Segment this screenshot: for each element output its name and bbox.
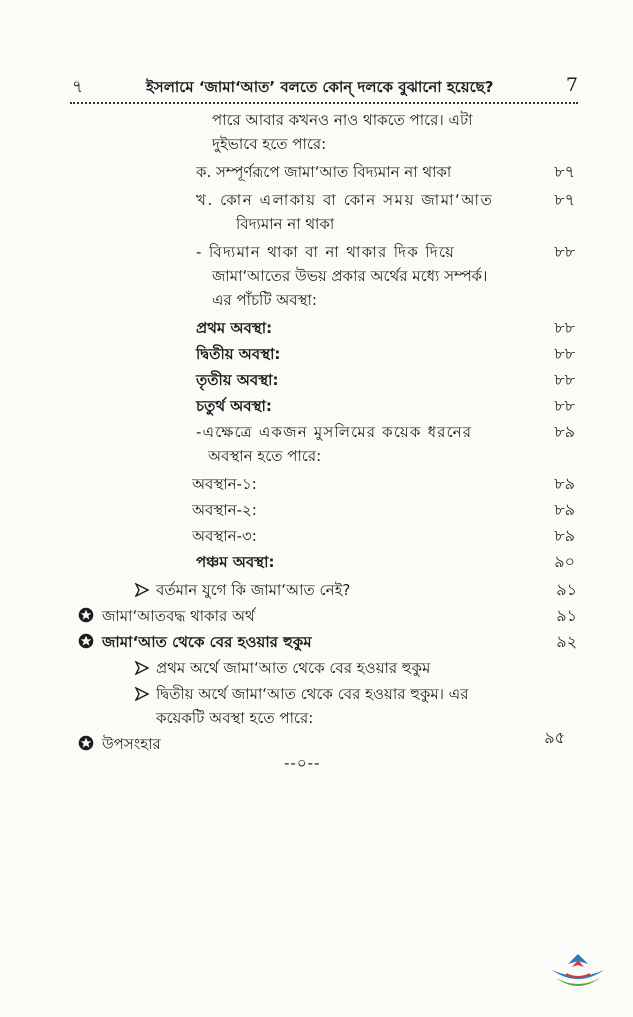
toc-page-number: ৮৮: [554, 344, 575, 363]
toc-entry-label: প্রথম অর্থে জামা‘আত থেকে বের হওয়ার হুকুম: [156, 659, 431, 677]
toc-page-number: ৮৯: [554, 500, 575, 519]
toc-page-number: ৮৯: [554, 422, 575, 441]
toc-page-number: ৯১: [556, 606, 577, 625]
arrow-bullet-icon: [134, 583, 150, 597]
toc-page-number: ৮৭: [554, 162, 575, 181]
toc-entry: অবস্থান-২:: [192, 501, 257, 519]
toc-entry-star: [78, 734, 161, 754]
toc-page-number: ৯৫: [544, 728, 565, 747]
toc-page-number: ৮৭: [554, 190, 575, 209]
star-bullet-icon: [78, 607, 94, 623]
toc-entry: দ্বিতীয় অবস্থা:: [196, 345, 281, 363]
arrow-bullet-icon: [134, 687, 150, 701]
toc-entry-label: দ্বিতীয় অর্থে জামা‘আত থেকে বের হওয়ার হুকুম। এর: [156, 685, 469, 703]
star-bullet-icon: [78, 735, 94, 751]
toc-entry: খ. কোন এলাকায় বা কোন সময় জামা‘আত: [196, 191, 494, 209]
toc-entry-label: বর্তমান যুগে কি জামা‘আত নেই?: [156, 581, 351, 599]
toc-page-number: ৮৮: [554, 396, 575, 415]
page-header: [70, 72, 578, 104]
toc-entry-star: [78, 606, 255, 626]
arrow-bullet-icon: [134, 661, 150, 675]
toc-page-number: ৮৮: [554, 242, 575, 261]
end-mark: --০--: [284, 754, 321, 772]
toc-line: দুইভাবে হতে পারে:: [212, 135, 327, 153]
toc-entry-arrow: [134, 684, 468, 704]
toc-entry-arrow: [134, 658, 430, 678]
toc-page-number: ৯১: [556, 580, 577, 599]
toc-line: কয়েকটি অবস্থা হতে পারে:: [156, 709, 314, 727]
toc-entry-label: উপসংহার: [102, 735, 161, 753]
page-number-latin: 7: [565, 74, 578, 96]
toc-entry-label: জামা‘আত থেকে বের হওয়ার হুকুম: [102, 633, 312, 651]
star-bullet-icon: [78, 633, 94, 649]
toc-page-number: ৮৮: [554, 370, 575, 389]
page-number-bangla: ৭: [72, 77, 84, 97]
toc-entry-star: [78, 632, 312, 652]
toc-entry: চতুর্থ অবস্থা:: [196, 397, 272, 415]
publisher-logo-icon: [548, 952, 608, 994]
toc-line: পারে আবার কখনও নাও থাকতে পারে। এটা: [212, 111, 473, 129]
toc-entry: - বিদ্যমান থাকা বা না থাকার দিক দিয়ে: [196, 243, 456, 261]
toc-entry: অবস্থান-৩:: [192, 527, 257, 545]
toc-entry: তৃতীয় অবস্থা:: [196, 371, 279, 389]
toc-page-number: ৮৮: [554, 318, 575, 337]
toc-entry: ক. সম্পূর্ণরূপে জামা‘আত বিদ্যমান না থাকা: [196, 163, 452, 181]
running-title: ইসলামে ‘জামা‘আত’ বলতে কোন্ দলকে বুঝানো হয়েছে?: [146, 78, 494, 96]
toc-page-number: ৮৯: [554, 526, 575, 545]
toc-page-number: ৯০: [554, 552, 575, 571]
toc-line: জামা‘আতের উভয় প্রকার অর্থের মধ্যে সম্পর্ক।: [212, 267, 488, 285]
toc-entry: অবস্থান-১:: [192, 475, 257, 493]
toc-entry: -এক্ষেত্রে একজন মুসলিমের কয়েক ধরনের: [196, 423, 473, 441]
toc-entry: প্রথম অবস্থা:: [196, 319, 273, 337]
toc-line: এর পাঁচটি অবস্থা:: [212, 291, 317, 309]
toc-line: অবস্থান হতে পারে:: [208, 447, 322, 465]
toc-entry-label: জামা‘আতবদ্ধ থাকার অর্থ: [102, 607, 255, 625]
toc-page-number: ৮৯: [554, 474, 575, 493]
toc-line: বিদ্যমান না থাকা: [236, 215, 335, 233]
toc-entry: পঞ্চম অবস্থা:: [196, 553, 275, 571]
toc-page-number: ৯২: [556, 632, 577, 651]
toc-entry-arrow: [134, 580, 350, 600]
